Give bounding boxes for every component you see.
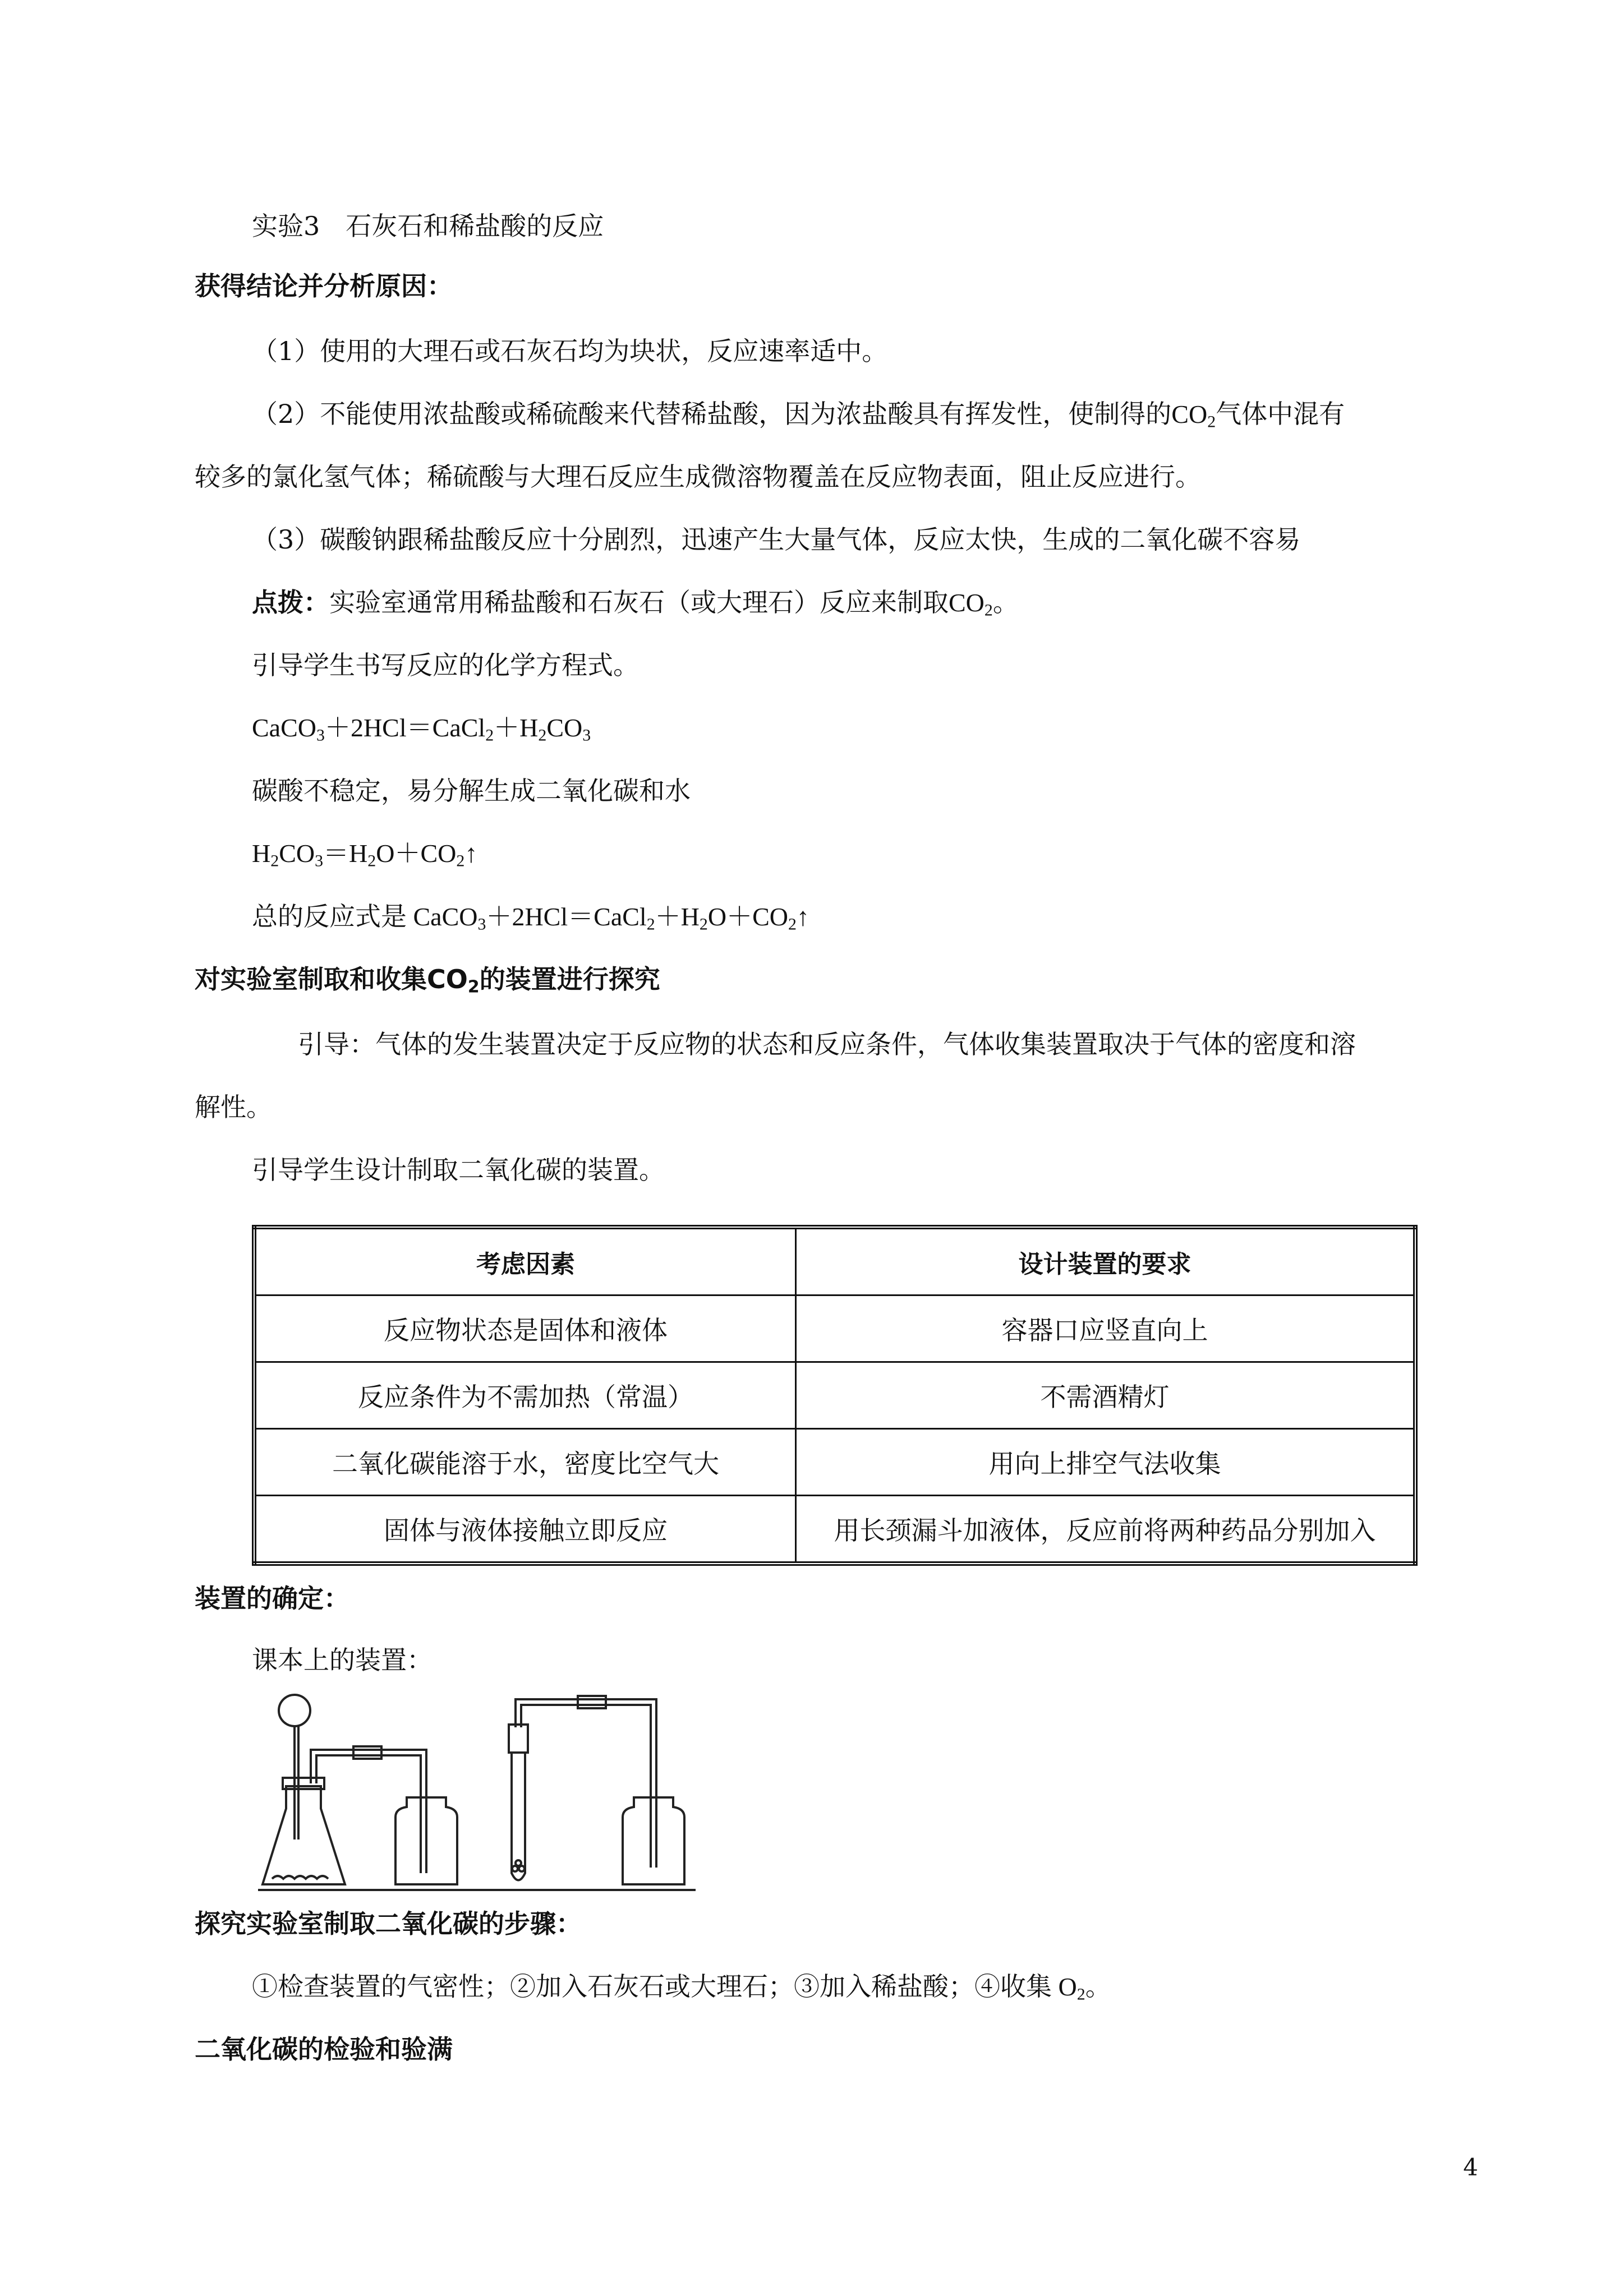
heading-test: 二氧化碳的检验和验满 (195, 2034, 453, 2064)
textbook-device-label: 课本上的装置： (252, 1645, 433, 1675)
requirements-table (252, 1225, 1418, 1566)
heading-conclusion: 获得结论并分析原因： (195, 271, 453, 301)
exp3-title: 实验3 石灰石和稀盐酸的反应 (252, 211, 604, 241)
table-cell: 反应条件为不需加热（常温） (254, 1362, 796, 1429)
table-row (254, 1295, 1415, 1362)
steps: ①检查装置的气密性；②加入石灰石或大理石；③加入稀盐酸；④收集 $O_2$。 (252, 1971, 1111, 2004)
table-cell: 容器口应竖直向上 (796, 1295, 1416, 1362)
table-header-row (254, 1227, 1415, 1295)
heading-explore: 对实验室制取和收集$CO_2$的装置进行探究 (195, 964, 660, 997)
unstable-note: 碳酸不稳定，易分解生成二氧化碳和水 (252, 776, 691, 806)
para-2-line-1: （2）不能使用浓盐酸或稀硫酸来代替稀盐酸，因为浓盐酸具有挥发性，使制得的$CO_2$气体中混有 (252, 399, 1345, 431)
guide-design: 引导学生设计制取二氧化碳的装置。 (252, 1155, 665, 1185)
table-header-cell: 考虑因素 (254, 1227, 796, 1295)
intro-line-1: 引导：气体的发生装置决定于反应物的状态和反应条件，气体收集装置取决于气体的密度和溶 (298, 1029, 1356, 1059)
tip: 点拨：实验室通常用稀盐酸和石灰石（或大理石）反应来制取$CO_2$。 (252, 587, 1019, 620)
para-1: （1）使用的大理石或石灰石均为块状，反应速率适中。 (252, 336, 888, 366)
table-header-cell: 设计装置的要求 (796, 1227, 1416, 1295)
heading-device: 装置的确定： (195, 1583, 349, 1613)
page-number: 4 (1463, 2154, 1478, 2181)
para-3: （3）碳酸钠跟稀盐酸反应十分剧烈，迅速产生大量气体，反应太快，生成的二氧化碳不容易 (252, 524, 1301, 555)
apparatus-figure (247, 1688, 718, 1901)
table-cell: 用长颈漏斗加液体，反应前将两种药品分别加入 (796, 1496, 1416, 1564)
heading-steps: 探究实验室制取二氧化碳的步骤： (195, 1908, 582, 1939)
guide-equation: 引导学生书写反应的化学方程式。 (252, 650, 639, 680)
equation-2: $H_2CO_3=H_2O+CO_2↑$ (252, 839, 478, 870)
equation-1: $CaCO_3+2HCl=CaCl_2+H_2CO_3$ (252, 713, 591, 745)
equation-total: 总的反应式是 $CaCO_3+2HCl=CaCl_2+H_2O+CO_2↑$ (252, 901, 809, 934)
table-cell: 不需酒精灯 (796, 1362, 1416, 1429)
table-cell: 用向上排空气法收集 (796, 1429, 1416, 1496)
table-row (254, 1429, 1415, 1496)
table-row (254, 1362, 1415, 1429)
table-cell: 固体与液体接触立即反应 (254, 1496, 796, 1564)
table-cell: 二氧化碳能溶于水，密度比空气大 (254, 1429, 796, 1496)
intro-line-2: 解性。 (195, 1092, 272, 1122)
table-cell: 反应物状态是固体和液体 (254, 1295, 796, 1362)
para-2-line-2: 较多的氯化氢气体；稀硫酸与大理石反应生成微溶物覆盖在反应物表面，阻止反应进行。 (195, 462, 1201, 492)
table-row (254, 1496, 1415, 1564)
